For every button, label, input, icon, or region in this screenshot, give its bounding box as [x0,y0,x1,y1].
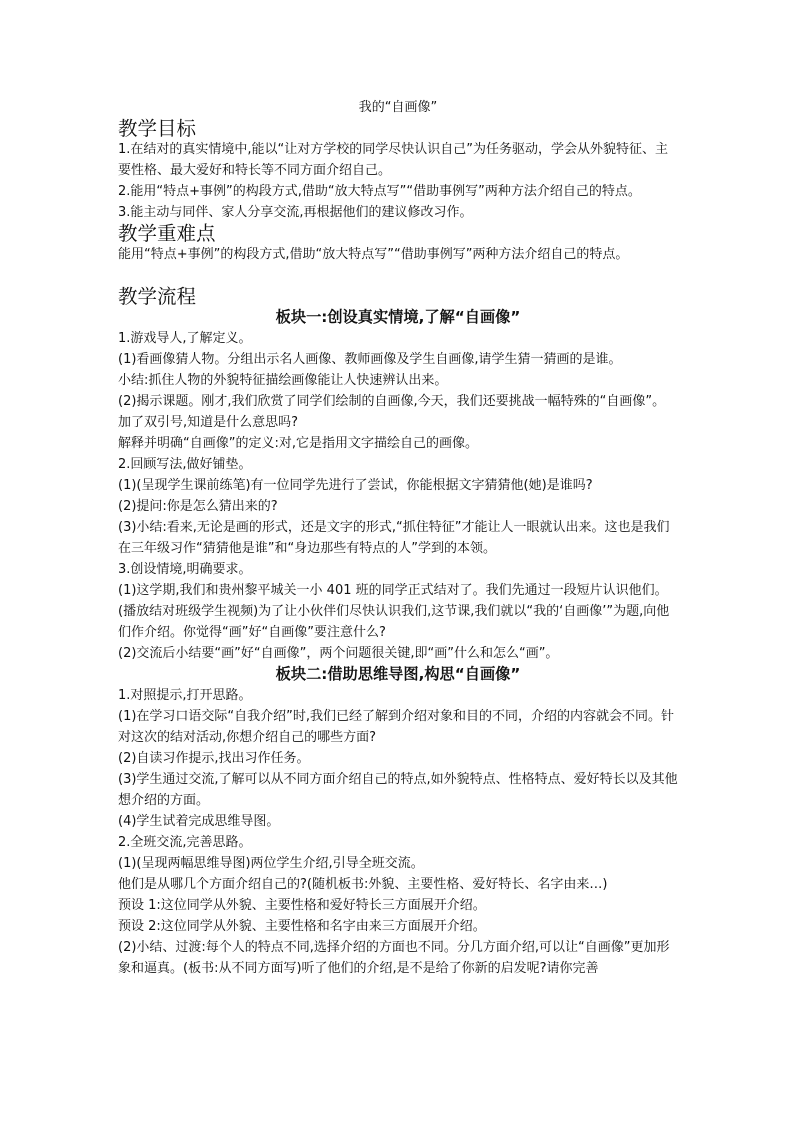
block2-line: (1)在学习口语交际“自我介绍”时,我们已经了解到介绍对象和目的不同，介绍的内容就会不同。针对这次的结对活动,你想介绍自己的哪些方面? [118,709,675,745]
block1-line: 小结:抓住人物的外貌特征描绘画像能让人快速辨认出来。 [118,373,448,388]
spacer [118,265,678,286]
block1-title: 板块一:创设真实情境,了解“自画像” [275,308,521,326]
block2-line: (3)学生通过交流,了解可以从不同方面介绍自己的特点,如外貌特点、性格特点、爱好特长以及其他想介绍的方面。 [118,772,678,808]
block1-line: 解释并明确“自画像”的定义:对,它是指用文字描绘自己的画像。 [118,436,478,451]
goals-heading: 教学目标 [118,117,197,140]
process-heading: 教学流程 [118,285,197,308]
block1-line: (2)揭示课题。刚才,我们欣赏了同学们绘制的自画像,今天，我们还要挑战一幅特殊的“自画像”。加了双引号,知道是什么意思吗? [118,394,666,430]
block2-line: 预设 1:这位同学从外貌、主要性格和爱好特长三方面展开介绍。 [118,898,486,913]
block1-line: 2.回顾写法,做好铺垫。 [118,457,252,472]
block2-line: 预设 2:这位同学从外貌、主要性格和名字由来三方面展开介绍。 [118,919,486,934]
goal-item-2: 2.能用“特点+事例”的构段方式,借助“放大特点写”“借助事例写”两种方法介绍自己的特点。 [118,184,641,199]
block2-line: (2)小结、过渡:每个人的特点不同,选择介绍的方面也不同。分几方面介绍,可以让“自画像”更加形象和逼真。(板书:从不同方面写)听了他们的介绍,是不是给了你新的启发呢?请你完善 [118,940,670,976]
block1-line: (1)这学期,我们和贵州黎平城关一小 401 班的同学正式结对了。我们先通过一段短片认识他们。(播放结对班级学生视频)为了让小伙伴们尽快认识我们,这节课,我们就以“我的‘自画像’”为题,向他们作介绍。你觉得“画”好“自画像”要注意什么? [118,583,670,640]
block2-line: (1)(呈现两幅思维导图)两位学生介绍,引导全班交流。 [118,856,424,871]
block1-line: 3.创设情境,明确要求。 [118,562,252,577]
block2-line: 2.全班交流,完善思路。 [118,835,252,850]
block1-line: 1.游戏导人,了解定义。 [118,331,252,346]
block2-line: (2)自读习作提示,找出习作任务。 [118,751,310,766]
block2-line: 1.对照提示,打开思路。 [118,688,252,703]
document-page [118,97,678,979]
block1-line: (1)(呈现学生课前练笔)有一位同学先进行了尝试，你能根据文字猜猜他(她)是谁吗? [118,478,593,493]
key-points-text: 能用“特点+事例”的构段方式,借助“放大特点写”“借助事例写”两种方法介绍自己的特点。 [118,247,629,262]
block2-line: (4)学生试着完成思维导图。 [118,814,280,829]
block1-line: (3)小结:看来,无论是画的形式，还是文字的形式,“抓住特征”才能让人一眼就认出来。这也是我们在三年级习作“猜猜他是谁”和“身边那些有特点的人”学到的本领。 [118,520,670,556]
key-points-heading: 教学重难点 [118,222,216,245]
block2-title: 板块二:借助思维导图,构思“自画像” [275,665,521,683]
goal-item-3: 3.能主动与同伴、家人分享交流,再根据他们的建议修改习作。 [118,205,473,220]
page-title: 我的“自画像” [358,100,438,115]
goal-item-1: 1.在结对的真实情境中,能以“让对方学校的同学尽快认识自己”为任务驱动，学会从外貌特征、主要性格、最大爱好和特长等不同方面介绍自己。 [118,142,669,178]
block1-line: (1)看画像猜人物。分组出示名人画像、教师画像及学生自画像,请学生猜一猜画的是谁。 [118,352,622,367]
block2-line: 他们是从哪几个方面介绍自己的?(随机板书:外貌、主要性格、爱好特长、名字由来…) [118,877,608,892]
block1-line: (2)交流后小结要“画”好“自画像”，两个问题很关键,即“画”什么和怎么“画”。 [118,646,559,661]
block1-line: (2)提问:你是怎么猜出来的? [118,499,278,514]
